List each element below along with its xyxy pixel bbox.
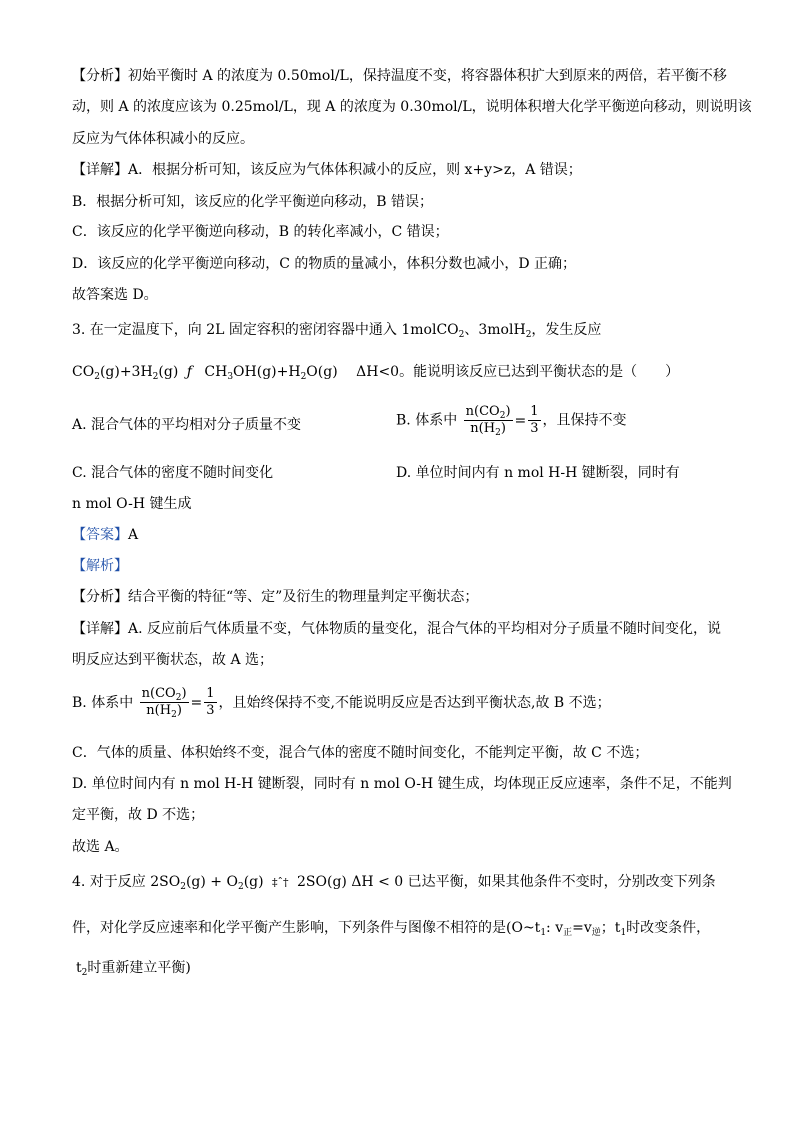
- q3-stem: [72, 320, 601, 340]
- equilibrium-arrow: ‡ˆ†: [272, 876, 289, 889]
- q4-line2-text: 件，对化学反应速率和化学平衡产生影响，下列条件与图像不相符的是(: [72, 920, 512, 936]
- q3-option-a: A. 混合气体的平均相对分子质量不变: [72, 417, 302, 433]
- eq-co: CO: [72, 364, 95, 380]
- subscript: 逆: [591, 928, 601, 938]
- equilibrium-arrow: ƒ: [186, 364, 192, 380]
- analysis-tag: 【分析】: [72, 68, 128, 84]
- ratio-fraction: [464, 404, 513, 437]
- eq-part: O(g): [306, 364, 338, 380]
- frac-den: n(H: [146, 703, 172, 718]
- q3-equation: [72, 362, 679, 382]
- q3-jiexi-tag: [72, 556, 128, 576]
- subscript: 2: [499, 411, 506, 421]
- analysis-tag: 【分析】: [72, 589, 128, 605]
- subscript: 2: [175, 693, 182, 703]
- paren: ): [500, 421, 506, 436]
- q3-option-d-line-1: D. 单位时间内有 n mol H-H 键断裂，同时有: [396, 465, 680, 481]
- numerator: 1: [206, 686, 215, 701]
- enthalpy: ΔH<0: [356, 364, 400, 380]
- analysis-text: 结合平衡的特征“等、定”及衍生的物理量判定平衡状态；: [128, 589, 479, 605]
- option-b-prefix: B. 体系中: [396, 412, 458, 429]
- one-third-fraction: [528, 404, 540, 437]
- detail-b-suffix: ，且始终保持不变,不能说明反应是否达到平衡状态,故 B 不选；: [218, 694, 611, 711]
- q4-part: (g) ΔH < 0 已达平衡，如果其他条件不变时，分别改变下列条: [326, 874, 716, 890]
- prev-detail-a: [72, 160, 582, 180]
- q3-stem-prefix: 3. 在一定温度下，向 2L 固定容积的密闭容器中通入 1molCO: [72, 322, 459, 338]
- detail-a-text: A．根据分析可知，该反应为气体体积减小的反应，则 x+y>z，A 错误；: [128, 162, 582, 178]
- subscript: 2: [180, 882, 186, 892]
- q3-analysis: [72, 587, 478, 607]
- detail-tag: 【详解】: [72, 162, 128, 178]
- q4-part: (g) + O: [185, 874, 238, 890]
- ratio-fraction: [140, 686, 189, 719]
- q3-detail-d-line-2: 定平衡，故 D 不选；: [72, 807, 205, 823]
- q3-detail-d-line-1: D. 单位时间内有 n mol H-H 键断裂，同时有 n mol O-H 键生成，均体现正反应速率，条件不足，不能判: [72, 776, 732, 792]
- analysis-text: 初始平衡时 A 的浓度为 0.50mol/L，保持温度不变，将容器体积扩大到原来的两倍，若平衡不移: [128, 68, 727, 84]
- q4-note: O~t: [511, 920, 541, 936]
- eq-ch3oh: CH: [204, 364, 228, 380]
- subscript: 3: [227, 372, 234, 382]
- eq-part: (g)+3H: [99, 364, 153, 380]
- subscript: 2: [300, 372, 307, 382]
- prev-detail-d: D．该反应的化学平衡逆向移动，C 的物质的量减小，体积分数也减小，D 正确；: [72, 256, 577, 272]
- subscript: 正: [563, 928, 573, 938]
- subscript: 2: [237, 882, 244, 892]
- paren: ): [181, 686, 187, 701]
- subscript: 2: [525, 330, 532, 340]
- frac-num: n(CO: [465, 404, 500, 419]
- q3-question-tail: 。能说明该反应已达到平衡状态的是（ ）: [399, 364, 680, 380]
- q4-note: 时改变条件，: [626, 920, 711, 936]
- q4-stem-line-1: [72, 872, 716, 893]
- answer-value: A: [128, 527, 139, 543]
- answer-tag: 【答案】: [72, 527, 128, 543]
- q3-conclusion: 故选 A。: [72, 839, 129, 855]
- numerator: 1: [530, 404, 539, 419]
- subscript: 2: [495, 428, 501, 438]
- q4-note: : v: [546, 920, 564, 936]
- detail-tag: 【详解】: [72, 621, 128, 637]
- subscript: 1: [540, 928, 547, 938]
- q4-prefix: 4. 对于反应 2SO: [72, 874, 181, 890]
- prev-analysis-line-2: 动，则 A 的浓度应该为 0.25mol/L，现 A 的浓度为 0.30mol/L，说明体积增大化学平衡逆向移动，则说明该: [72, 99, 752, 115]
- q4-stem-line-2: [72, 918, 710, 938]
- prev-detail-b: B．根据分析可知，该反应的化学平衡逆向移动，B 错误；: [72, 194, 434, 210]
- q3-stem-sep: 、3molH: [464, 322, 526, 338]
- q4-note: =v: [572, 920, 592, 936]
- q4-so3: 2SO: [297, 874, 327, 890]
- denominator: 3: [530, 421, 539, 436]
- q4-part: (g): [243, 874, 264, 890]
- eq-part: OH(g)+H: [233, 364, 301, 380]
- subscript: 1: [620, 928, 627, 938]
- q3-option-b: B. 体系中 $\frac{n(CO_2)}{n(H_2)}$ = $\frac{1}{3}$ ，且保持不变: [396, 404, 627, 438]
- q4-stem-line-3: [76, 958, 191, 978]
- eq-part: (g): [158, 364, 179, 380]
- option-b-suffix: ，且保持不变: [542, 412, 627, 429]
- subscript: 2: [81, 968, 88, 978]
- prev-analysis-line-1: [72, 66, 727, 86]
- q3-option-d-line-2: n mol O-H 键生成: [72, 496, 192, 512]
- paren: ): [505, 404, 511, 419]
- prev-analysis-line-3: 反应为气体体积减小的反应。: [72, 131, 254, 147]
- frac-den: n(H: [470, 421, 496, 436]
- frac-num: n(CO: [141, 686, 176, 701]
- subscript: 2: [458, 330, 465, 340]
- detail-a-text: A. 反应前后气体质量不变，气体物质的量变化，混合气体的平均相对分子质量不随时间变化，说: [128, 621, 722, 637]
- prev-conclusion: 故答案选 D。: [72, 287, 158, 303]
- prev-detail-c: C．该反应的化学平衡逆向移动，B 的转化率减小，C 错误；: [72, 224, 449, 240]
- paren: ): [176, 703, 182, 718]
- q3-detail-a-line-2: 明反应达到平衡状态，故 A 选；: [72, 652, 274, 668]
- q3-answer: [72, 525, 138, 545]
- q4-line3-text: 时重新建立平衡): [87, 960, 191, 976]
- denominator: 3: [206, 703, 215, 718]
- q3-detail-b: B. 体系中 $\frac{n(CO_2)}{n(H_2)}$ = $\frac{1}{3}$ ，且始终保持不变,不能说明反应是否达到平衡状态,故 B 不选；: [72, 686, 611, 720]
- subscript: 2: [152, 372, 159, 382]
- q3-stem-suffix: ，发生反应: [531, 322, 602, 338]
- one-third-fraction: [204, 686, 216, 719]
- subscript: 2: [94, 372, 100, 382]
- q3-detail-a-line-1: [72, 619, 721, 639]
- q4-t: t: [76, 960, 82, 976]
- q4-note: ；t: [600, 920, 621, 936]
- detail-b-prefix: B. 体系中: [72, 694, 134, 711]
- q3-option-c: C. 混合气体的密度不随时间变化: [72, 465, 274, 481]
- q3-detail-c: C．气体的质量、体积始终不变，混合气体的密度不随时间变化，不能判定平衡，故 C 不选；: [72, 745, 649, 761]
- jiexi-tag: 【解析】: [72, 558, 128, 574]
- subscript: 2: [171, 710, 177, 720]
